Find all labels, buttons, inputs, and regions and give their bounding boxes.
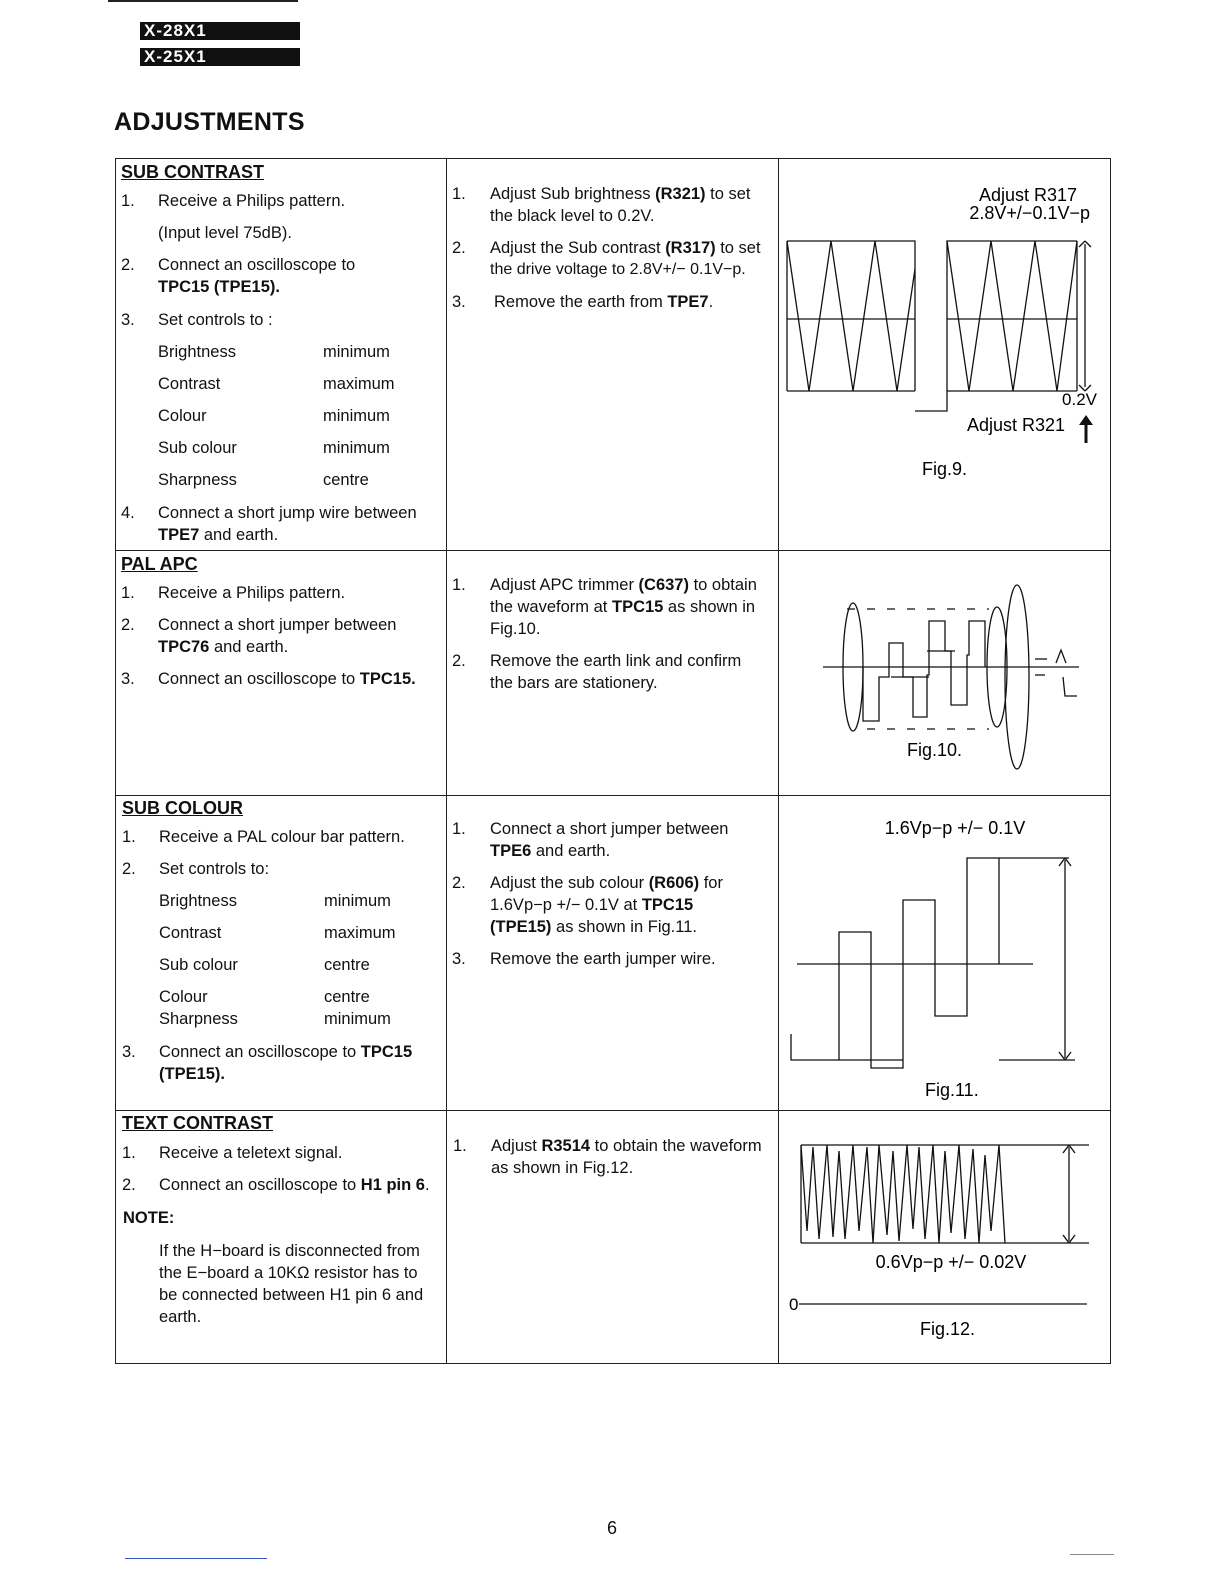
note-label: NOTE: <box>123 1209 175 1227</box>
figure-12-waveform <box>779 1111 1110 1363</box>
fig12-waveform-lines <box>799 1145 1089 1304</box>
control-name: Sharpness <box>158 471 237 489</box>
section-heading-sub-colour: SUB COLOUR <box>122 798 243 818</box>
step-text: Adjust Sub brightness (R321) to set <box>490 185 751 203</box>
step-num: 3. <box>452 950 466 968</box>
step-text: Adjust R3514 to obtain the waveform <box>491 1137 762 1155</box>
figure-9-waveform <box>779 159 1110 549</box>
control-value: centre <box>324 956 370 974</box>
step-text: Remove the earth from TPE7. <box>494 293 714 311</box>
step-text: TPE6 and earth. <box>490 842 611 860</box>
step-text: Set controls to: <box>159 860 270 878</box>
step-text: the waveform at TPC15 as shown in <box>490 598 756 616</box>
control-name: Sub colour <box>158 439 237 457</box>
fig11-waveform-lines <box>791 858 1075 1068</box>
control-value: minimum <box>324 1010 391 1028</box>
step-text: the drive voltage to 2.8V+/− 0.1V−p. <box>490 261 746 278</box>
step-num: 2. <box>122 1176 136 1194</box>
step-text: the bars are stationery. <box>490 674 658 692</box>
step-num: 1. <box>452 820 466 838</box>
figure-10-waveform <box>779 551 1110 794</box>
fig9-label-adjust-r317: Adjust R317 <box>978 185 1077 205</box>
section-heading-text-contrast: TEXT CONTRAST <box>122 1113 273 1133</box>
control-name: Contrast <box>159 924 222 942</box>
model-label-1: X-28X1 <box>140 22 300 40</box>
control-name: Colour <box>159 988 208 1006</box>
step-num: 2. <box>122 860 136 878</box>
step-num: 3. <box>121 670 135 688</box>
step-text: Connect a short jump wire between <box>158 504 417 522</box>
step-text: TPE7 and earth. <box>158 526 279 544</box>
top-rule <box>108 0 298 2</box>
control-value: maximum <box>324 924 396 942</box>
fig9-waveform-lines <box>787 241 1091 411</box>
step-num: 1. <box>122 828 136 846</box>
page-number: 6 <box>606 1518 617 1538</box>
step-num: 1. <box>122 1144 136 1162</box>
step-text: Adjust APC trimmer (C637) to obtain <box>490 576 757 594</box>
control-value: centre <box>324 988 370 1006</box>
up-arrow-icon <box>1079 415 1093 443</box>
step-num: 1. <box>452 185 466 203</box>
step-text: Adjust the Sub contrast (R317) to set <box>490 239 761 257</box>
step-text: Receive a Philips pattern. <box>158 584 346 602</box>
step-text: Connect an oscilloscope to TPC15 <box>159 1043 413 1061</box>
step-num: 2. <box>121 616 135 634</box>
step-text: Remove the earth link and confirm <box>490 652 742 670</box>
step-text: Connect a short jumper between <box>490 820 729 838</box>
model-label-2: X-25X1 <box>140 48 300 66</box>
step-num: 1. <box>452 576 466 594</box>
column-divider <box>446 158 447 1364</box>
step-num: 1. <box>453 1137 467 1155</box>
step-num: 3. <box>122 1043 136 1061</box>
control-value: minimum <box>324 892 391 910</box>
step-text: Set controls to : <box>158 311 273 329</box>
fig12-zero-label: 0 <box>789 1295 799 1314</box>
step-num: 2. <box>452 874 466 892</box>
control-name: Sharpness <box>159 1010 238 1028</box>
section-heading-pal-apc: PAL APC <box>121 554 198 574</box>
step-text: Remove the earth jumper wire. <box>490 950 716 968</box>
control-name: Sub colour <box>159 956 238 974</box>
fig9-label-02v: 0.2V <box>1062 390 1097 409</box>
control-name: Brightness <box>159 892 237 910</box>
control-name: Contrast <box>158 375 221 393</box>
note-line: be connected between H1 pin 6 and <box>159 1286 424 1304</box>
step-text: TPC15 (TPE15). <box>158 278 280 296</box>
step-text: Connect an oscilloscope to <box>158 256 356 274</box>
figure-11-waveform <box>779 796 1110 1109</box>
step-text: Fig.10. <box>490 620 541 638</box>
step-text: Receive a teletext signal. <box>159 1144 343 1162</box>
step-text: Connect an oscilloscope to H1 pin 6. <box>159 1176 430 1194</box>
step-note: (Input level 75dB). <box>158 224 292 242</box>
fig9-label-adjust-r321: Adjust R321 <box>966 415 1065 435</box>
step-text: as shown in Fig.12. <box>491 1159 634 1177</box>
step-num: 2. <box>452 239 466 257</box>
control-name: Colour <box>158 407 207 425</box>
control-value: minimum <box>323 439 390 457</box>
fig11-caption: Fig.11. <box>925 1080 979 1100</box>
control-value: minimum <box>323 343 390 361</box>
fig9-caption: Fig.9. <box>922 459 968 479</box>
fig12-label-voltage: 0.6Vp−p +/− 0.02V <box>875 1252 1027 1272</box>
note-line: If the H−board is disconnected from <box>159 1242 420 1260</box>
note-line: earth. <box>159 1308 202 1326</box>
step-text: Connect an oscilloscope to TPC15. <box>158 670 416 688</box>
step-text: (TPE15) as shown in Fig.11. <box>490 918 697 936</box>
step-text: the black level to 0.2V. <box>490 207 655 225</box>
control-name: Brightness <box>158 343 236 361</box>
step-text: Connect a short jumper between <box>158 616 397 634</box>
section-heading-sub-contrast: SUB CONTRAST <box>121 162 264 182</box>
step-num: 1. <box>121 584 135 602</box>
fig9-label-voltage: 2.8V+/−0.1V−p <box>969 203 1090 223</box>
control-value: centre <box>323 471 369 489</box>
control-value: minimum <box>323 407 390 425</box>
fig12-caption: Fig.12. <box>920 1319 976 1339</box>
step-text: 1.6Vp−p +/− 0.1V at TPC15 <box>490 896 694 914</box>
footer-rule <box>1070 1554 1114 1555</box>
note-line: the E−board a 10KΩ resistor has to <box>159 1264 418 1282</box>
step-text: Receive a PAL colour bar pattern. <box>159 828 405 846</box>
footer-rule <box>125 1558 267 1559</box>
fig10-caption: Fig.10. <box>907 740 963 760</box>
page-title: ADJUSTMENTS <box>114 108 305 136</box>
control-value: maximum <box>323 375 395 393</box>
step-text: TPC76 and earth. <box>158 638 289 656</box>
step-num: 3. <box>452 293 466 311</box>
step-text: Adjust the sub colour (R606) for <box>490 874 723 892</box>
fig11-label-voltage: 1.6Vp−p +/− 0.1V <box>884 818 1026 838</box>
step-text: (TPE15). <box>159 1065 226 1083</box>
step-num: 2. <box>452 652 466 670</box>
